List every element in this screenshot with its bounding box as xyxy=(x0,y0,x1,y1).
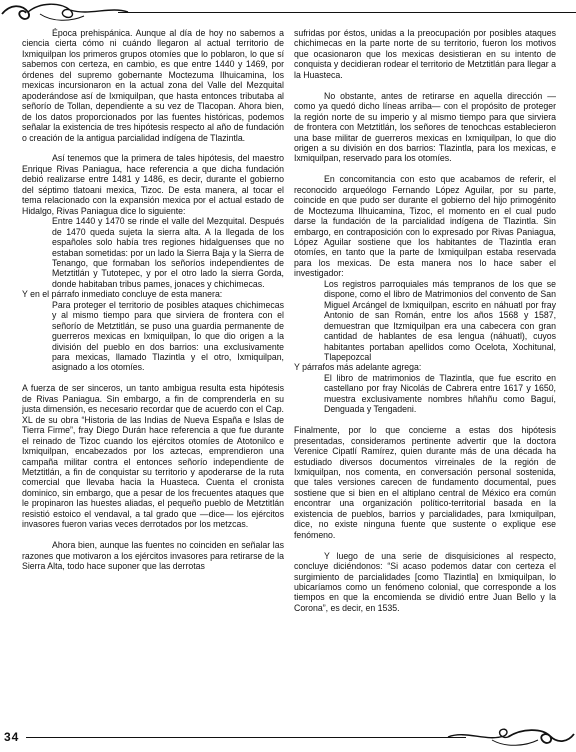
right-column xyxy=(294,28,556,613)
paragraph: No obstante, antes de retirarse en aquella dirección —como ya quedó dicho líneas arriba— con el propósito de proteger la región norte de su imperio y al mismo tiempo para que sirviera de frontera con Metztitlán, los señores de tenochcas establecieron una base militar de guerreros mexicas en Ixmiquilpan, lo que dio origen a su división en dos barrios: Tlazintla, para los mexicas, e Ixmiquilpan, reservado para los otomíes. xyxy=(294,90,556,164)
block-quote: Para proteger el territorio de posibles ataques chichimecas y al mismo tiempo para que sirviera de frontera con el señorío de Metztitlán, se puso una guardia permanente de guerreros mexicas en Ixmiquilpan, lo que dio origen a la división del pueblo en dos barrios: una exclusivamente para mexicas, llamado Tlazintla y el otro, Ixmiquilpan, asignado a los otomíes. xyxy=(52,299,284,373)
paragraph: sufridas por éstos, unidas a la preocupación por posibles ataques chichimecas en la parte norte de su territorio, fueron los motivos que ocasionaron que los mexicas desistieran en su intento de conquista y decidieran rodear el territorio de Metztitlán para llegar a la Huasteca. xyxy=(294,28,556,80)
block-quote: Los registros parroquiales más tempranos de los que se dispone, como el libro de Matrimonios del convento de San Miguel Arcángel de Ixmiquilpan, escrito en náhuatl por fray Antonio de san Román, entre los años 1568 y 1587, demuestran que Itzmiquilpan era una cabecera con gran cantidad de hablantes de esa lengua (náhuatl), cuyos habitantes portaban apellidos como Ocelota, Xochitunal, Tlapepozcal xyxy=(324,278,556,363)
paragraph: Ahora bien, aunque las fuentes no coinciden en señalar las razones que motivaron a los ejércitos invasores para retirarse de la Sierra Alta, todo hace suponer que las derrotas xyxy=(22,540,284,572)
paragraph: Y párrafos más adelante agrega: xyxy=(294,362,422,373)
paragraph: Época prehispánica. Aunque al día de hoy no sabemos a ciencia cierta cómo ni cuándo llegaron al actual territorio de Ixmiquilpan los primeros grupos otomíes que lo poblaron, lo que sí sabemos con certeza, en cambio, es que entre 1440 y 1469, por órdenes del supremo gobernante Moctezuma Ilhuicamina, los mexicas incursionaron en la actual zona del Valle del Mezquital apoderándose así de Ixmiquilpan, que hasta entonces tributaba al señorío de Tollan, dependiente a su vez de Tlacopan. Ahora bien, de los datos proporcionados por las fuentes históricas, podemos señalar la existencia de tres hipótesis respecto al año de fundación o creación de la antigua parcialidad indígena de Tlazintla. xyxy=(22,28,284,143)
top-flourish-ornament xyxy=(0,0,130,26)
top-rule xyxy=(118,12,576,13)
block-quote: El libro de matrimonios de Tlazintla, que fue escrito en castellano por fray Nicolás de Cabrera entre 1617 y 1650, muestra exclusivamente nombres hñahñu como Baguí, Denguada y Tengadeni. xyxy=(324,372,556,415)
paragraph: Y luego de una serie de disquisiciones al respecto, concluye diciéndonos: “Si acaso podemos datar con certeza el surgimiento de parcialidades [como Tlazintla] en Ixmiquilpan, lo ubicaríamos como un fenómeno colonial, que corresponde a los tiempos en que la encomienda se dividió entre Juan Bello y la Corona”, es decir, en 1535. xyxy=(294,550,556,613)
left-column xyxy=(22,28,284,572)
paragraph: Así tenemos que la primera de tales hipótesis, del maestro Enrique Rivas Paniagua, hace referencia a que dicha fundación debió realizarse entre 1481 y 1486, es decir, durante el gobierno del séptimo tlatoani mexica, Tizoc. De esta manera, al tocar el tema relacionado con la expansión mexica por el actual estado de Hidalgo, Rivas Paniagua dice lo siguiente: xyxy=(22,153,284,216)
block-quote: Entre 1440 y 1470 se rinde el valle del Mezquital. Después de 1470 queda sujeta la sierra alta. A la llegada de los españoles solo había tres regiones hidalguenses que no estaban sometidas: por un lado la Sierra Baja y la Sierra de Tenango, que formaban los señoríos independientes de Metztitlán y Tutotepec, y por el otro lado la sierra Gorda, donde habitaban tribus pames, jonaces y chichimecas. xyxy=(52,216,284,289)
paragraph: A fuerza de ser sinceros, un tanto ambigua resulta esta hipótesis de Rivas Paniagua. Sin embargo, a fin de comprenderla en su justa dimensión, es necesario recordar que de acuerdo con el Cap. XL de su obra “Historia de las Indias de Nueva España e Islas de Tierra Firme”, fray Diego Durán hace referencia a que fue durante el reinado de Tizoc cuando los ejércitos otomíes de Atotonilco e Ixmiquilpan, encabezados por los aztecas, emprendieron una campaña militar contra el entonces señorío independiente de Metztitlán, a fin de conquistar su territorio y apoderarse de la ruta comercial que llevaba hacia la Huasteca. Cuenta el cronista dominico, sin embargo, que a pesar de los frecuentes ataques que le propinaron las huestes aliadas, el pequeño pueblo de Metztitlán resistió estoico el vendaval, a tal grado que —dice— los ejércitos invasores fueron varias veces derrotados por los metzcas. xyxy=(22,383,284,530)
paragraph: En concomitancia con esto que acabamos de referir, el reconocido arqueólogo Fernando López Aguilar, por su parte, coincide en que pudo ser durante el gobierno del hijo primogénito de Moctezuma Ilhuicamina, Tizoc, el momento en el cual pudo darse la fundación de la parcialidad indígena de Tlazintla. Sin embargo, en contraposición con lo expresado por Rivas Paniagua, López Aguilar sostiene que los habitantes de Tlazintla eran otomíes, en tanto que la parte de Ixmiquilpan estaba reservada para los mexicas. De esta manera nos lo hace saber el investigador: xyxy=(294,174,556,279)
paragraph: Y en el párrafo inmediato concluye de esta manera: xyxy=(22,289,223,300)
paragraph: Finalmente, por lo que concierne a estas dos hipótesis presentadas, consideramos pertinente advertir que la doctora Verenice Cipatlí Ramírez, quien durante más de una década ha estudiado diversos documentos virreinales de la región de Ixmiquilpan, nos comenta, en conversación personal sostenida, que tales versiones carecen de fundamento documental, pues sostiene que si bien en el altiplano central de México era común encontrar una organización político-territorial basada en la existencia de pueblos, barrios y parcialidades, para Ixmiquilpan, dice, no existe ninguna fuente que sustente o explique ese fenómeno. xyxy=(294,425,556,540)
bottom-flourish-ornament xyxy=(446,722,576,750)
page-number: 34 xyxy=(4,730,20,744)
bottom-rule xyxy=(26,737,466,738)
